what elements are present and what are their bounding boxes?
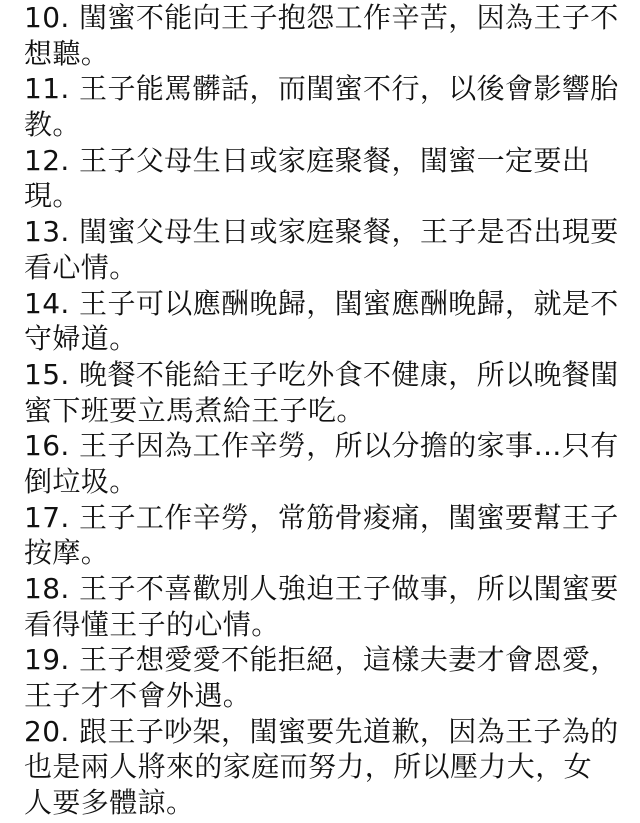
item-number: 17. <box>24 500 70 534</box>
list-item-11 <box>24 71 620 142</box>
text-line <box>24 571 620 607</box>
item-text: 人要多體諒。 <box>24 786 195 820</box>
item-number: 14. <box>24 286 70 320</box>
item-text: 王子想愛愛不能拒絕，這樣夫妻才會恩愛， <box>79 643 619 677</box>
text-line <box>24 178 620 214</box>
item-text: 看得懂王子的心情。 <box>24 607 280 641</box>
item-text: 閨蜜父母生日或家庭聚餐，王子是否出現要 <box>79 215 619 249</box>
text-line <box>24 214 620 250</box>
text-line <box>24 500 620 536</box>
text-line <box>24 535 620 571</box>
text-line <box>24 678 620 714</box>
list-item-17 <box>24 500 620 571</box>
document-body <box>24 0 620 821</box>
text-line <box>24 785 620 821</box>
text-line <box>24 357 620 393</box>
text-line <box>24 36 620 72</box>
item-text: 守婦道。 <box>24 322 138 356</box>
list-item-15 <box>24 357 620 428</box>
list-item-13 <box>24 214 620 285</box>
item-number: 10. <box>24 1 70 34</box>
item-text: 王子能罵髒話，而閨蜜不行，以後會影響胎 <box>79 72 619 106</box>
item-text: 王子工作辛勞，常筋骨痠痛，閨蜜要幫王子 <box>79 500 619 534</box>
item-text: 想聽。 <box>24 36 110 70</box>
text-line <box>24 428 620 464</box>
item-number: 20. <box>24 714 70 748</box>
text-line <box>24 71 620 107</box>
list-item-16 <box>24 428 620 499</box>
text-line <box>24 321 620 357</box>
item-text: 也是兩人將來的家庭而努力，所以壓力大，女 <box>24 750 593 784</box>
item-text: 教。 <box>24 108 81 142</box>
list-item-14 <box>24 286 620 357</box>
item-text: 王子才不會外遇。 <box>24 679 252 713</box>
text-line <box>24 143 620 179</box>
item-text: 倒垃圾。 <box>24 464 138 498</box>
text-line <box>24 464 620 500</box>
text-line <box>24 714 620 750</box>
item-text: 王子因為工作辛勞，所以分擔的家事…只有 <box>79 429 619 463</box>
item-text: 蜜下班要立馬煮給王子吃。 <box>24 393 365 427</box>
item-number: 19. <box>24 643 70 677</box>
list-item-19 <box>24 642 620 713</box>
text-line <box>24 749 620 785</box>
item-text: 現。 <box>24 179 81 213</box>
item-text: 晚餐不能給王子吃外食不健康，所以晚餐閨 <box>79 357 619 391</box>
item-text: 王子父母生日或家庭聚餐，閨蜜一定要出 <box>79 143 591 177</box>
item-text: 王子可以應酬晚歸，閨蜜應酬晚歸，就是不 <box>79 286 619 320</box>
list-item-10 <box>24 0 620 71</box>
item-text: 王子不喜歡別人強迫王子做事，所以閨蜜要 <box>79 572 619 605</box>
item-number: 12. <box>24 143 70 177</box>
text-line <box>24 642 620 678</box>
list-item-20 <box>24 714 620 821</box>
text-line <box>24 393 620 429</box>
text-line <box>24 0 620 36</box>
item-text: 按摩。 <box>24 536 110 570</box>
text-line <box>24 286 620 322</box>
item-text: 跟王子吵架，閨蜜要先道歉，因為王子為的 <box>79 714 619 748</box>
text-line <box>24 107 620 143</box>
item-number: 11. <box>24 72 70 106</box>
list-item-12 <box>24 143 620 214</box>
item-number: 16. <box>24 429 70 463</box>
text-line <box>24 250 620 286</box>
item-number: 18. <box>24 572 70 605</box>
item-number: 15. <box>24 357 70 391</box>
text-line <box>24 607 620 643</box>
item-number: 13. <box>24 215 70 249</box>
item-text: 閨蜜不能向王子抱怨工作辛苦，因為王子不 <box>79 1 619 34</box>
item-text: 看心情。 <box>24 250 138 284</box>
list-item-18 <box>24 571 620 642</box>
